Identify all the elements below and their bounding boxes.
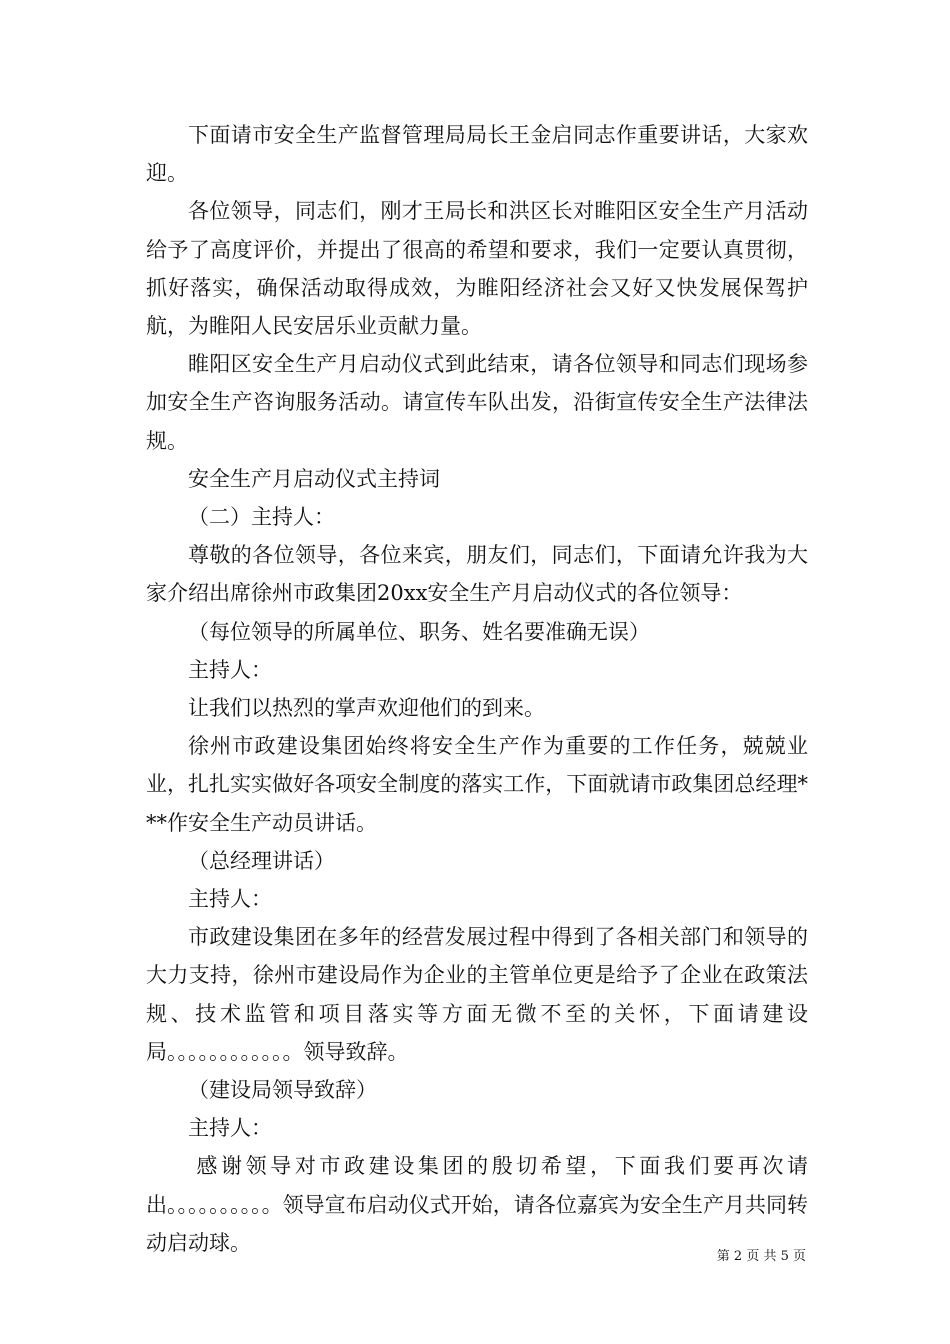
note-leaders: （每位领导的所属单位、职务、姓名要准确无误） xyxy=(188,619,650,644)
note-manager-speech: （总经理讲话） xyxy=(188,848,335,873)
host-heading-2: （二）主持人： xyxy=(188,505,335,530)
paragraph-construction-bureau: 市政建设集团在多年的经营发展过程中得到了各相关部门和领导的大力支持，徐州市建设局作为企业的主管单位更是给予了企业在政策法规、技术监管和项目落实等方面无微不至的关怀，下面请建设局。。。。。。。。。。。。领导致辞。 xyxy=(146,925,808,1064)
paragraph-welcome: 让我们以热烈的掌声欢迎他们的到来。 xyxy=(188,696,545,721)
paragraph-3: 睢阳区安全生产月启动仪式到此结束，请各位领导和同志们现场参加安全生产咨询服务活动。请宣传车队出发，沿街宣传安全生产法律法规。 xyxy=(146,352,808,453)
host-label: 主持人： xyxy=(188,887,272,912)
host-label: 主持人： xyxy=(188,1116,272,1141)
note-bureau-speech: （建设局领导致辞） xyxy=(188,1078,377,1103)
paragraph-1: 下面请市安全生产监督管理局局长王金启同志作重要讲话，大家欢迎。 xyxy=(146,123,808,186)
host-label: 主持人： xyxy=(188,657,272,682)
paragraph-closing: 感谢领导对市政建设集团的殷切希望，下面我们要再次请出。。。。。。。。。。领导宣布启动仪式开始，请各位嘉宾为安全生产月共同转动启动球。 xyxy=(146,1154,808,1255)
section-title: 安全生产月启动仪式主持词 xyxy=(188,466,440,491)
page-indicator: 第 2 页 共 5 页 xyxy=(716,1249,806,1264)
document-body xyxy=(146,116,808,1262)
paragraph-manager-speech: 徐州市政建设集团始终将安全生产作为重要的工作任务，兢兢业业，扎扎实实做好各项安全制度的落实工作，下面就请市政集团总经理***作安全生产动员讲话。 xyxy=(146,734,808,835)
paragraph-2: 各位领导，同志们，刚才王局长和洪区长对睢阳区安全生产月活动给予了高度评价，并提出了很高的希望和要求，我们一定要认真贯彻，抓好落实，确保活动取得成效，为睢阳经济社会又好又快发展保驾护航，为睢阳人民安居乐业贡献力量。 xyxy=(146,199,808,339)
paragraph-introduction: 尊敬的各位领导，各位来宾，朋友们，同志们，下面请允许我为大家介绍出席徐州市政集团20xx安全生产月启动仪式的各位领导： xyxy=(146,543,808,606)
